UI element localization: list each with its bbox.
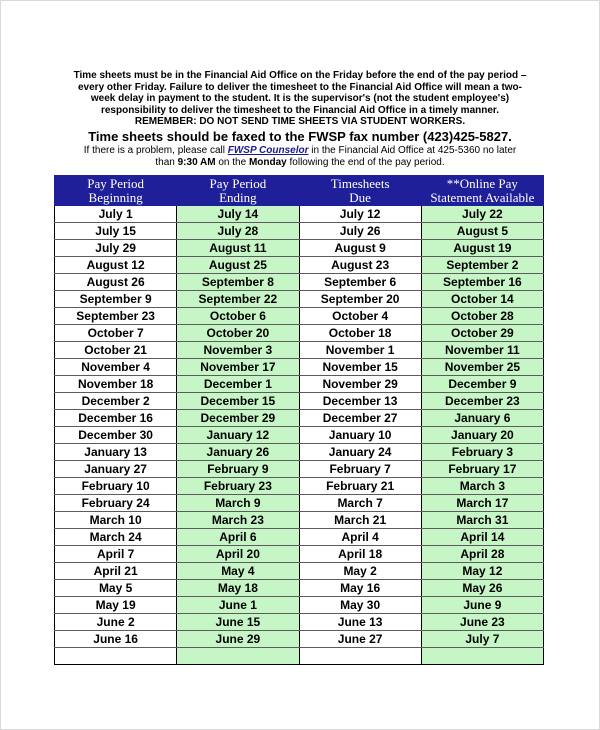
table-row	[55, 257, 544, 274]
cell-due: August 9	[299, 240, 421, 257]
fax-line: Time sheets should be faxed to the FWSP fax number (423)425-5827.	[88, 128, 512, 144]
cell-due: May 30	[299, 597, 421, 614]
cell-due: January 24	[299, 444, 421, 461]
cell-due: December 13	[299, 393, 421, 410]
table-row	[55, 342, 544, 359]
cell-ending: November 3	[177, 342, 299, 359]
table-row	[55, 427, 544, 444]
table-row	[55, 580, 544, 597]
cell-ending: October 20	[177, 325, 299, 342]
cell-ending: June 29	[177, 631, 299, 648]
table-row	[55, 461, 544, 478]
table-row	[55, 325, 544, 342]
cell-due: June 27	[299, 631, 421, 648]
cell-statement: March 3	[421, 478, 543, 495]
cell-statement: November 11	[421, 342, 543, 359]
header-pay-period-ending: Pay Period Ending	[177, 176, 299, 206]
table-row	[55, 546, 544, 563]
cell-beginning: June 2	[55, 614, 177, 631]
cell-ending: December 15	[177, 393, 299, 410]
intro-line-2: every other Friday. Failure to deliver the timesheet to the Financial Aid Office will mean a two-	[78, 81, 522, 93]
cell-beginning: January 13	[55, 444, 177, 461]
cell-ending: August 25	[177, 257, 299, 274]
cell-ending: August 11	[177, 240, 299, 257]
table-row	[55, 206, 544, 223]
problem-mid: in the Financial Aid Office at 425-5360 no later	[308, 144, 517, 156]
cell-beginning: October 21	[55, 342, 177, 359]
cell-beginning: November 4	[55, 359, 177, 376]
table-row	[55, 308, 544, 325]
cell-due: January 10	[299, 427, 421, 444]
cell-statement: December 9	[421, 376, 543, 393]
cell-due: October 4	[299, 308, 421, 325]
cell-beginning: September 23	[55, 308, 177, 325]
cell-ending: November 17	[177, 359, 299, 376]
cell-beginning: May 5	[55, 580, 177, 597]
cell-due-blank	[299, 648, 421, 665]
cell-due: September 6	[299, 274, 421, 291]
table-row	[55, 631, 544, 648]
table-header-row	[55, 176, 544, 206]
table-row	[55, 495, 544, 512]
table-row	[55, 597, 544, 614]
cell-beginning: April 7	[55, 546, 177, 563]
cell-due: March 21	[299, 512, 421, 529]
cell-due: June 13	[299, 614, 421, 631]
cell-beginning: November 18	[55, 376, 177, 393]
cell-ending: January 12	[177, 427, 299, 444]
table-row	[55, 410, 544, 427]
cell-statement: January 6	[421, 410, 543, 427]
cell-ending: December 1	[177, 376, 299, 393]
cell-statement: June 23	[421, 614, 543, 631]
cell-beginning: February 10	[55, 478, 177, 495]
cell-ending: October 6	[177, 308, 299, 325]
cell-statement: May 26	[421, 580, 543, 597]
problem-line-2	[60, 157, 540, 169]
table-row	[55, 444, 544, 461]
cell-beginning: December 2	[55, 393, 177, 410]
intro-line-3: week delay in payment to the student. It is the supervisor's (not the student employee's)	[90, 93, 510, 104]
table-row	[55, 478, 544, 495]
cell-statement: March 31	[421, 512, 543, 529]
cell-statement-blank	[421, 648, 543, 665]
cell-beginning: August 12	[55, 257, 177, 274]
header-online-pay-statement: **Online Pay Statement Available	[421, 176, 543, 206]
cell-ending: March 23	[177, 512, 299, 529]
cell-ending: July 28	[177, 223, 299, 240]
cell-statement: September 16	[421, 274, 543, 291]
table-row	[55, 291, 544, 308]
cell-due: September 20	[299, 291, 421, 308]
cell-ending: February 23	[177, 478, 299, 495]
cell-beginning: October 7	[55, 325, 177, 342]
cell-statement: October 29	[421, 325, 543, 342]
cell-statement: May 12	[421, 563, 543, 580]
table-row	[55, 240, 544, 257]
intro-text	[60, 70, 540, 169]
fwsp-counselor-link[interactable]: FWSP Counselor	[227, 144, 309, 156]
cell-statement: October 28	[421, 308, 543, 325]
cell-beginning: December 30	[55, 427, 177, 444]
cell-due: February 7	[299, 461, 421, 478]
cell-ending: January 26	[177, 444, 299, 461]
problem-line-1	[60, 145, 540, 157]
cell-due: April 18	[299, 546, 421, 563]
cell-ending: September 8	[177, 274, 299, 291]
problem-day: Monday	[248, 157, 287, 168]
table-row	[55, 274, 544, 291]
cell-beginning: January 27	[55, 461, 177, 478]
cell-beginning: July 29	[55, 240, 177, 257]
cell-due: March 7	[299, 495, 421, 512]
intro-line-4: responsibility to deliver the timesheet to the Financial Aid Office in a timely manner.	[100, 104, 500, 116]
cell-ending: June 1	[177, 597, 299, 614]
header-timesheets-due: Timesheets Due	[299, 176, 421, 206]
cell-due: May 16	[299, 580, 421, 597]
pay-schedule-table	[54, 175, 544, 665]
table-row	[55, 393, 544, 410]
cell-beginning-blank	[55, 648, 177, 665]
cell-statement: November 25	[421, 359, 543, 376]
cell-statement: August 19	[421, 240, 543, 257]
cell-ending: July 14	[177, 206, 299, 223]
problem-line2-mid: on the	[215, 157, 249, 168]
intro-line-5: REMEMBER: DO NOT SEND TIME SHEETS VIA STUDENT WORKERS.	[134, 116, 466, 127]
problem-time: 9:30 AM	[177, 157, 216, 168]
problem-prefix: If there is a problem, please call	[83, 144, 228, 156]
cell-statement: February 17	[421, 461, 543, 478]
cell-beginning: April 21	[55, 563, 177, 580]
cell-statement: July 7	[421, 631, 543, 648]
cell-beginning: May 19	[55, 597, 177, 614]
cell-ending: September 22	[177, 291, 299, 308]
cell-beginning: February 24	[55, 495, 177, 512]
header-pay-period-beginning: Pay Period Beginning	[55, 176, 177, 206]
cell-ending: June 15	[177, 614, 299, 631]
table-row	[55, 563, 544, 580]
table-body	[55, 206, 544, 665]
cell-statement: April 14	[421, 529, 543, 546]
table-row	[55, 376, 544, 393]
table-row	[55, 614, 544, 631]
cell-due: April 4	[299, 529, 421, 546]
cell-ending: March 9	[177, 495, 299, 512]
cell-statement: March 17	[421, 495, 543, 512]
cell-ending: May 18	[177, 580, 299, 597]
cell-statement: September 2	[421, 257, 543, 274]
cell-statement: December 23	[421, 393, 543, 410]
cell-statement: April 28	[421, 546, 543, 563]
cell-beginning: August 26	[55, 274, 177, 291]
cell-beginning: December 16	[55, 410, 177, 427]
cell-beginning: March 24	[55, 529, 177, 546]
cell-beginning: July 1	[55, 206, 177, 223]
table-row	[55, 529, 544, 546]
cell-beginning: June 16	[55, 631, 177, 648]
cell-due: February 21	[299, 478, 421, 495]
cell-statement: July 22	[421, 206, 543, 223]
table-row	[55, 512, 544, 529]
cell-ending: April 20	[177, 546, 299, 563]
cell-due: July 26	[299, 223, 421, 240]
cell-statement: February 3	[421, 444, 543, 461]
table-row-blank	[55, 648, 544, 665]
cell-due: December 27	[299, 410, 421, 427]
cell-ending-blank	[177, 648, 299, 665]
cell-statement: June 9	[421, 597, 543, 614]
cell-beginning: March 10	[55, 512, 177, 529]
cell-due: November 1	[299, 342, 421, 359]
cell-due: October 18	[299, 325, 421, 342]
problem-line2-suffix: following the end of the pay period.	[286, 157, 445, 168]
table-row	[55, 359, 544, 376]
cell-ending: May 4	[177, 563, 299, 580]
cell-due: July 12	[299, 206, 421, 223]
intro-line-1: Time sheets must be in the Financial Aid Office on the Friday before the end of the pay period –	[73, 70, 527, 81]
cell-ending: April 6	[177, 529, 299, 546]
cell-statement: August 5	[421, 223, 543, 240]
cell-ending: December 29	[177, 410, 299, 427]
cell-due: November 15	[299, 359, 421, 376]
cell-ending: February 9	[177, 461, 299, 478]
cell-due: November 29	[299, 376, 421, 393]
cell-statement: January 20	[421, 427, 543, 444]
problem-line2-prefix: than	[155, 157, 178, 168]
cell-beginning: July 15	[55, 223, 177, 240]
cell-due: May 2	[299, 563, 421, 580]
cell-beginning: September 9	[55, 291, 177, 308]
table-row	[55, 223, 544, 240]
cell-due: August 23	[299, 257, 421, 274]
cell-statement: October 14	[421, 291, 543, 308]
